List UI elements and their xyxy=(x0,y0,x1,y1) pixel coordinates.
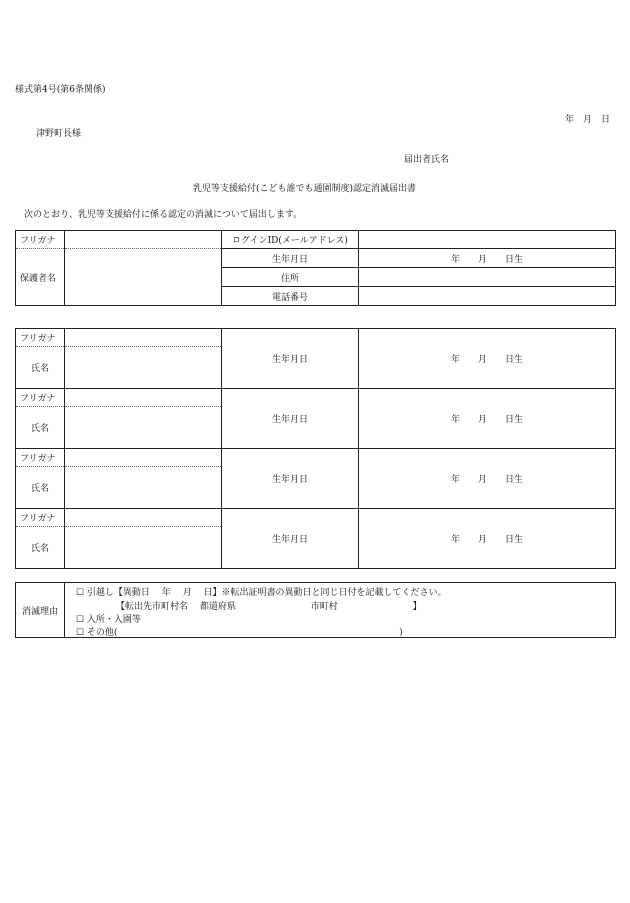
guardian-name-label: 保護者名 xyxy=(16,249,65,306)
child-birthdate-label: 生年月日 xyxy=(222,509,359,569)
child-birthdate-field[interactable]: 年 月 日生 xyxy=(359,449,616,509)
child-birthdate-label: 生年月日 xyxy=(222,329,359,389)
child-name-field[interactable] xyxy=(65,407,222,449)
child-row xyxy=(16,329,616,389)
child-furigana-label: フリガナ xyxy=(16,389,65,407)
guardian-birthdate-field[interactable]: 年 月 日生 xyxy=(359,249,616,268)
child-row xyxy=(16,509,616,569)
guardian-furigana-field[interactable] xyxy=(65,231,222,249)
child-furigana-label: フリガナ xyxy=(16,509,65,527)
child-name-label: 氏名 xyxy=(16,407,65,449)
child-furigana-field[interactable] xyxy=(65,449,222,467)
guardian-address-label: 住所 xyxy=(222,268,359,287)
child-name-label: 氏名 xyxy=(16,467,65,509)
guardian-birthdate-label: 生年月日 xyxy=(222,249,359,268)
child-birthdate-field[interactable]: 年 月 日生 xyxy=(359,509,616,569)
child-birthdate-label: 生年月日 xyxy=(222,449,359,509)
guardian-furigana-label: フリガナ xyxy=(16,231,65,249)
child-name-label: 氏名 xyxy=(16,527,65,569)
child-furigana-field[interactable] xyxy=(65,389,222,407)
child-furigana-field[interactable] xyxy=(65,329,222,347)
child-birthdate-label: 生年月日 xyxy=(222,389,359,449)
login-id-label: ログインID(メールアドレス) xyxy=(222,231,359,249)
child-name-field[interactable] xyxy=(65,527,222,569)
child-furigana-label: フリガナ xyxy=(16,449,65,467)
intro-text: 次のとおり、乳児等支援給付に係る認定の消滅について届出します。 xyxy=(24,210,303,220)
child-row xyxy=(16,389,616,449)
date-line: 年 月 日 xyxy=(565,115,611,125)
child-name-field[interactable] xyxy=(65,467,222,509)
addressee: 津野町長様 xyxy=(36,129,82,139)
reason-moving-destination[interactable]: 【転出先市町村名 都道府県 市町村 】 xyxy=(116,602,422,612)
form-number: 様式第4号(第6条関係) xyxy=(15,85,106,95)
reason-label: 消滅理由 xyxy=(16,583,65,638)
child-birthdate-field[interactable]: 年 月 日生 xyxy=(359,389,616,449)
reason-option-moving[interactable]: ☐ 引越し【異動日 年 月 日】※転出証明書の異動日と同じ日付を記載してください。 xyxy=(76,588,447,598)
reason-option-admission[interactable]: ☐ 入所・入園等 xyxy=(76,615,141,625)
children-table xyxy=(15,328,616,569)
reason-option-other[interactable]: ☐ その他( ) xyxy=(76,628,403,638)
child-name-label: 氏名 xyxy=(16,347,65,389)
child-name-field[interactable] xyxy=(65,347,222,389)
guardian-table xyxy=(15,230,616,306)
child-furigana-field[interactable] xyxy=(65,509,222,527)
page-title: 乳児等支援給付(こども誰でも通園制度)認定消滅届出書 xyxy=(193,184,417,194)
login-id-field[interactable] xyxy=(359,231,616,249)
guardian-phone-field[interactable] xyxy=(359,287,616,306)
child-furigana-label: フリガナ xyxy=(16,329,65,347)
child-birthdate-field[interactable]: 年 月 日生 xyxy=(359,329,616,389)
guardian-phone-label: 電話番号 xyxy=(222,287,359,306)
guardian-name-field[interactable] xyxy=(65,249,222,306)
child-row xyxy=(16,449,616,509)
guardian-address-field[interactable] xyxy=(359,268,616,287)
applicant-name-label: 届出者氏名 xyxy=(404,155,450,165)
